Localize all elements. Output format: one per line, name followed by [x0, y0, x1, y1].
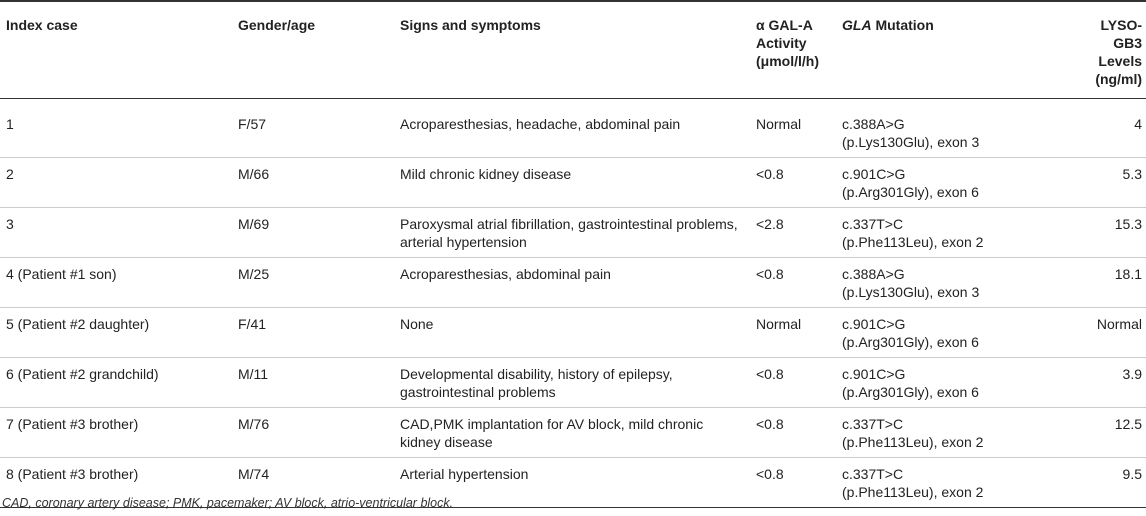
table-row [0, 208, 1146, 258]
cell-lyso-gb3-levels: 4 [1134, 116, 1142, 132]
mutation-cdna: c.901C>G [842, 166, 906, 182]
cell-gla-mutation [836, 358, 1066, 408]
cell-gender-age: M/74 [238, 466, 270, 482]
table-row [0, 158, 1146, 208]
mutation-protein: (p.Arg301Gly), exon 6 [842, 384, 979, 400]
cell-signs-symptoms: Acroparesthesias, abdominal pain [400, 266, 611, 282]
cell-index-case: 8 (Patient #3 brother) [6, 466, 139, 482]
table-row [0, 358, 1146, 408]
table-row [0, 99, 1146, 158]
cell-gal-a-activity: <0.8 [756, 416, 784, 432]
cell-gla-mutation [836, 158, 1066, 208]
header-gender-age: Gender/age [238, 17, 316, 33]
cell-gal-a-activity: Normal [756, 116, 802, 132]
mutation-cdna: c.388A>G [842, 116, 905, 132]
cell-index-case: 2 [6, 166, 14, 182]
header-signs-symptoms: Signs and symptoms [400, 17, 541, 33]
cell-gender-age: M/11 [238, 366, 269, 382]
mutation-protein: (p.Phe113Leu), exon 2 [842, 234, 984, 250]
mutation-cdna: c.337T>C [842, 416, 904, 432]
cell-gal-a-activity: <0.8 [756, 266, 784, 282]
cell-gla-mutation [836, 99, 1066, 158]
mutation-cdna: c.337T>C [842, 216, 904, 232]
mutation-cdna: c.901C>G [842, 366, 906, 382]
cell-gal-a-activity: <0.8 [756, 366, 784, 382]
cell-signs-symptoms: Acroparesthesias, headache, abdominal pain [400, 116, 681, 132]
cell-gla-mutation [836, 308, 1066, 358]
cell-gender-age: M/66 [238, 166, 270, 182]
header-gla-mutation [836, 1, 1066, 99]
cell-gender-age: F/41 [238, 316, 267, 332]
cell-gender-age: M/76 [238, 416, 270, 432]
mutation-cdna: c.388A>G [842, 266, 905, 282]
cell-lyso-gb3-levels: Normal [1096, 316, 1142, 332]
cell-signs-symptoms: Developmental disability, history of epilepsy, gastrointestinal problems [400, 366, 673, 400]
cell-index-case: 4 (Patient #1 son) [6, 266, 117, 282]
header-gla-mutation-gene: GLA [842, 17, 872, 33]
table-footnote: CAD, coronary artery disease; PMK, pacemaker; AV block, atrio-ventricular block. [2, 496, 454, 510]
cell-gla-mutation [836, 208, 1066, 258]
cell-gal-a-activity: <2.8 [756, 216, 784, 232]
table-body [0, 99, 1146, 508]
mutation-protein: (p.Arg301Gly), exon 6 [842, 334, 979, 350]
cell-index-case: 5 (Patient #2 daughter) [6, 316, 150, 332]
cell-lyso-gb3-levels: 12.5 [1114, 416, 1142, 432]
table-row [0, 408, 1146, 458]
cell-index-case: 7 (Patient #3 brother) [6, 416, 139, 432]
header-row [0, 1, 1146, 99]
cell-lyso-gb3-levels: 5.3 [1122, 166, 1142, 182]
mutation-cdna: c.337T>C [842, 466, 904, 482]
mutation-protein: (p.Phe113Leu), exon 2 [842, 434, 984, 450]
cell-gla-mutation [836, 458, 1066, 508]
cell-gla-mutation [836, 258, 1066, 308]
cell-gal-a-activity: <0.8 [756, 466, 784, 482]
header-gal-a-activity: α GAL-A Activity (μmol/l/h) [756, 17, 819, 69]
cell-gender-age: M/25 [238, 266, 270, 282]
cell-lyso-gb3-levels: 15.3 [1114, 216, 1142, 232]
cell-gal-a-activity: <0.8 [756, 166, 784, 182]
cell-signs-symptoms: CAD,PMK implantation for AV block, mild chronic kidney disease [400, 416, 704, 450]
cell-lyso-gb3-levels: 9.5 [1122, 466, 1142, 482]
cell-signs-symptoms: Mild chronic kidney disease [400, 166, 572, 182]
header-index-case: Index case [6, 17, 78, 33]
mutation-protein: (p.Arg301Gly), exon 6 [842, 184, 979, 200]
table-row [0, 308, 1146, 358]
table-header [0, 1, 1146, 99]
cell-index-case: 6 (Patient #2 grandchild) [6, 366, 159, 382]
header-gla-mutation-label: Mutation [871, 17, 934, 33]
mutation-protein: (p.Lys130Glu), exon 3 [842, 284, 980, 300]
cell-signs-symptoms: None [400, 316, 434, 332]
cell-signs-symptoms: Arterial hypertension [400, 466, 529, 482]
mutation-cdna: c.901C>G [842, 316, 906, 332]
cell-signs-symptoms: Paroxysmal atrial fibrillation, gastrointestinal problems, arterial hypertension [400, 216, 738, 250]
cell-gender-age: M/69 [238, 216, 270, 232]
table-row [0, 258, 1146, 308]
cell-lyso-gb3-levels: 3.9 [1122, 366, 1142, 382]
cell-gender-age: F/57 [238, 116, 267, 132]
cell-gla-mutation [836, 408, 1066, 458]
cell-lyso-gb3-levels: 18.1 [1114, 266, 1142, 282]
cell-index-case: 3 [6, 216, 14, 232]
header-lyso-gb3-levels: LYSO-GB3 Levels (ng/ml) [1095, 17, 1142, 87]
mutation-protein: (p.Lys130Glu), exon 3 [842, 134, 980, 150]
cell-gal-a-activity: Normal [756, 316, 802, 332]
mutation-protein: (p.Phe113Leu), exon 2 [842, 484, 984, 500]
cell-index-case: 1 [6, 116, 14, 132]
